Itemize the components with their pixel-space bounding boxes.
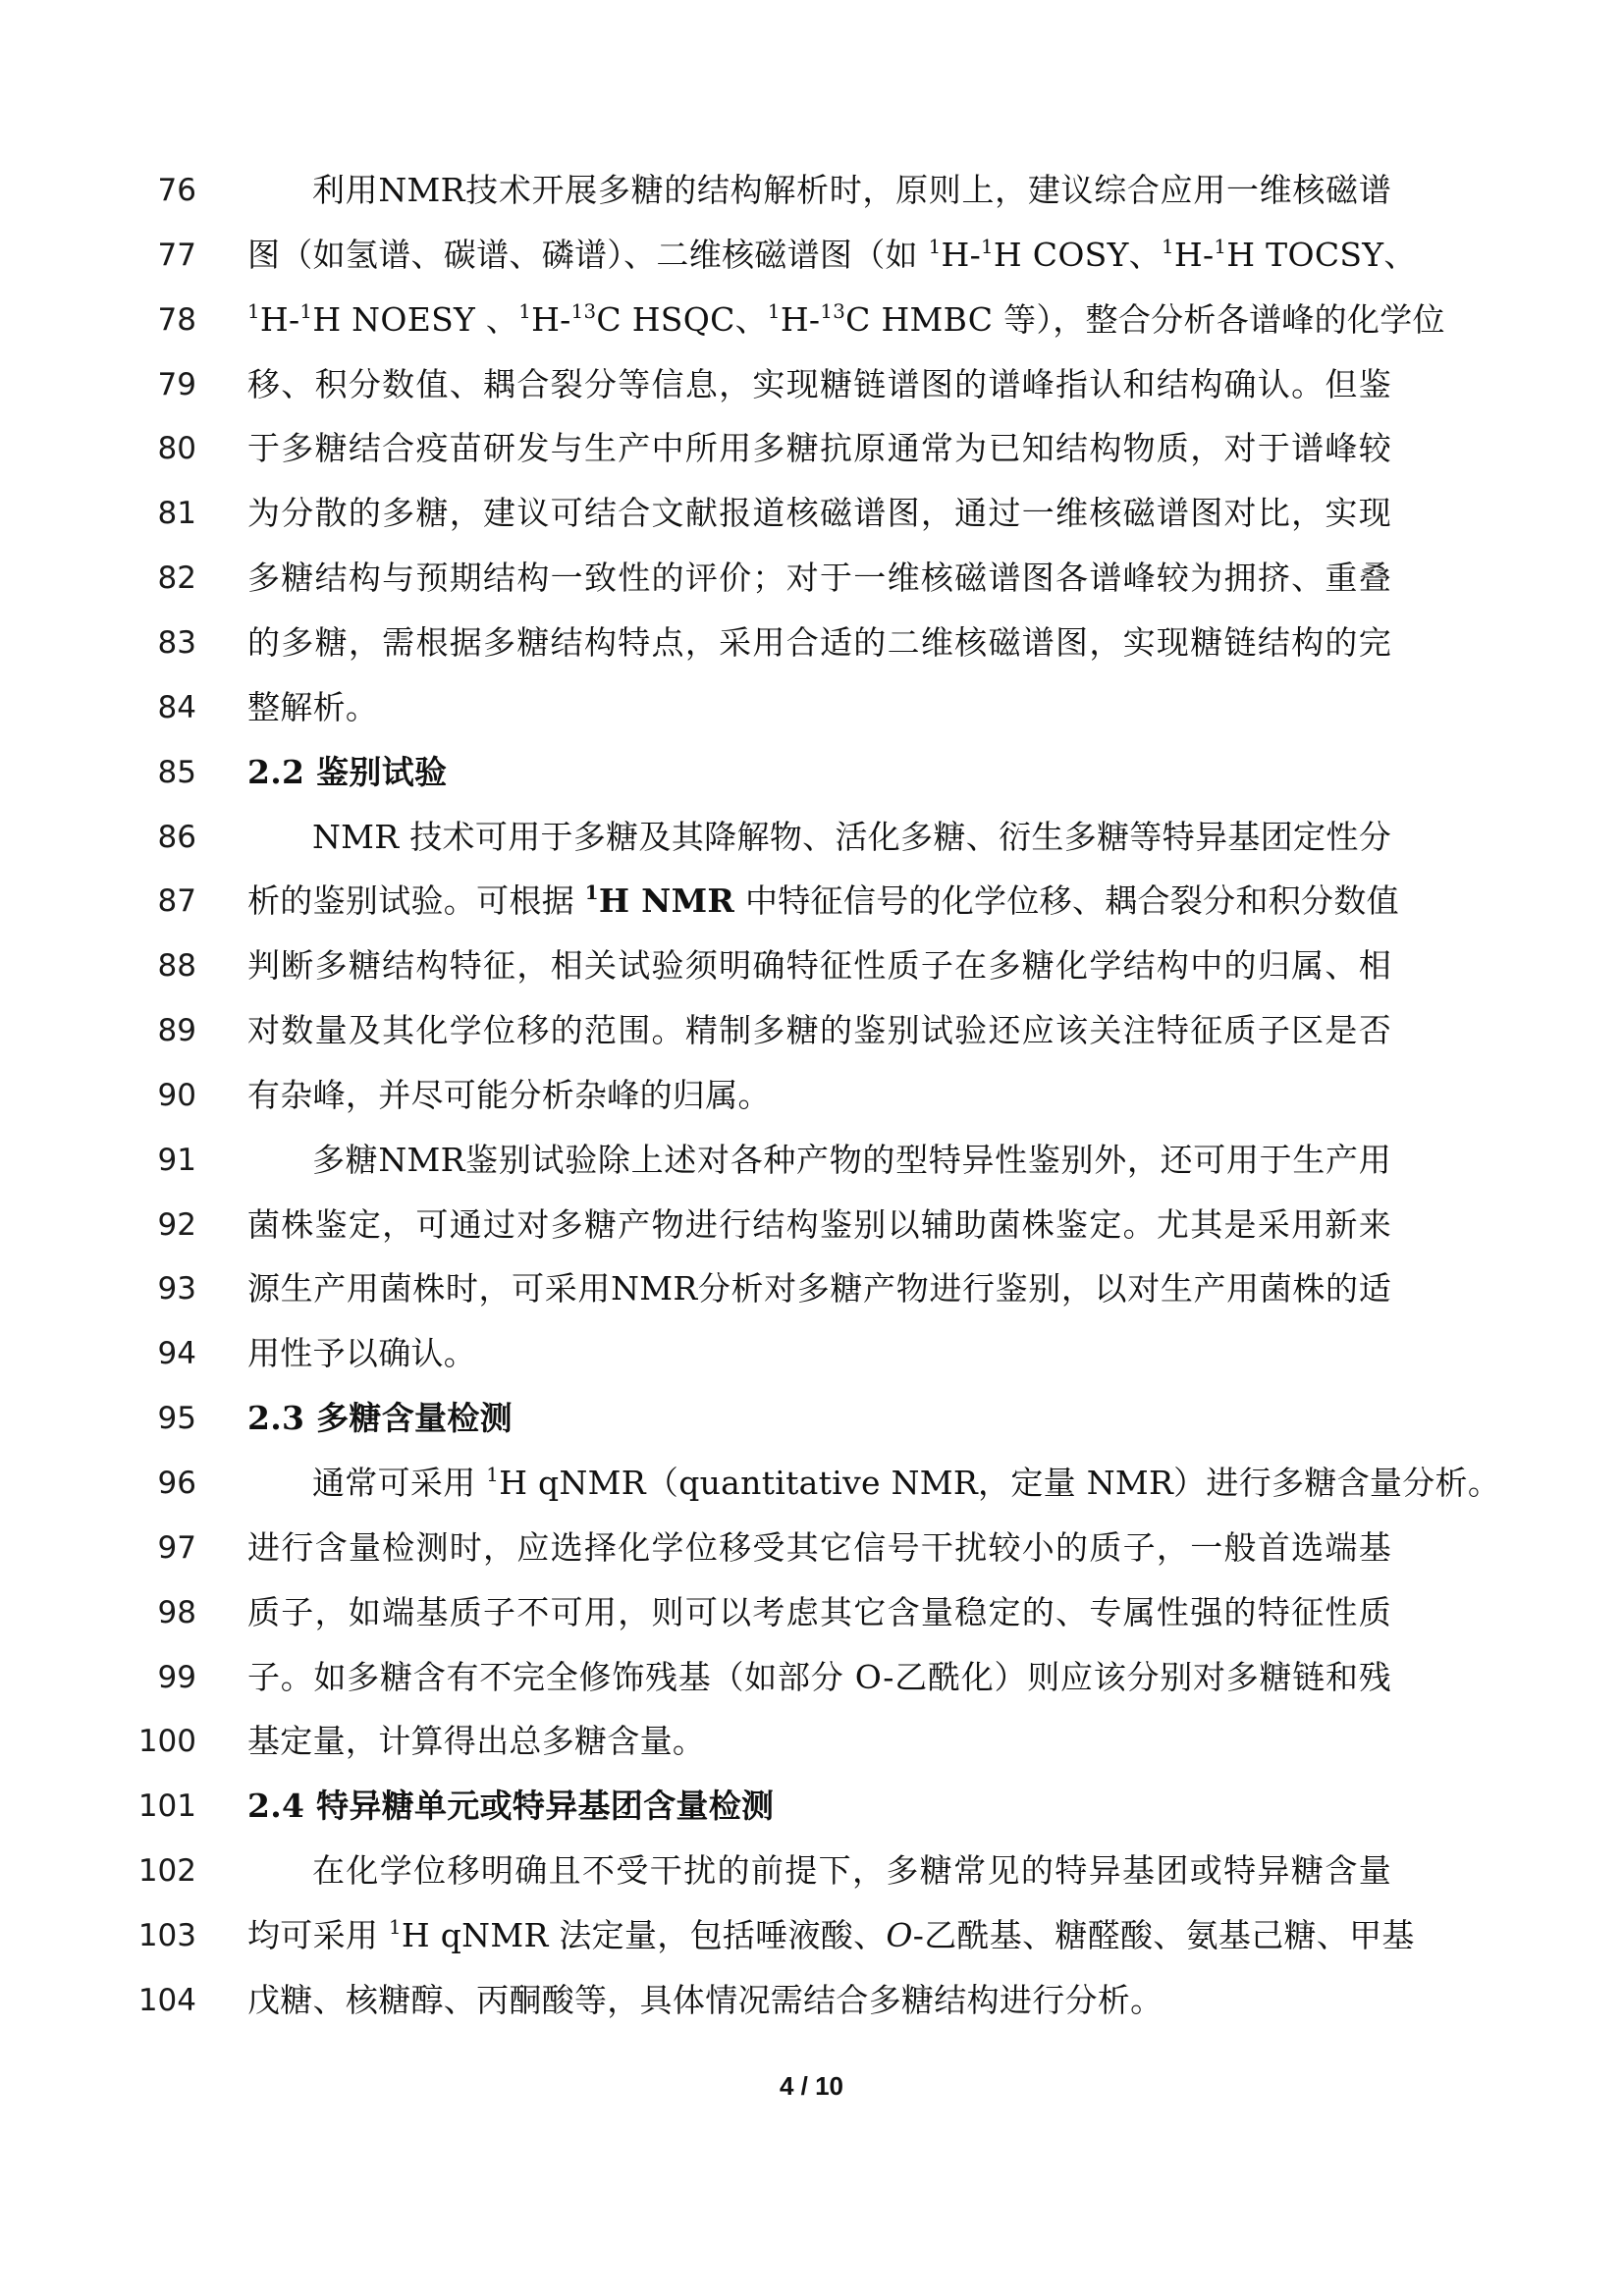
line-number: 91 bbox=[157, 1142, 196, 1178]
text-line bbox=[0, 352, 1623, 417]
text-line bbox=[0, 1774, 1623, 1839]
line-number: 77 bbox=[157, 237, 196, 273]
line-text: 用性予以确认。 bbox=[247, 1334, 477, 1373]
line-text: 有杂峰，并尽可能分析杂峰的归属。 bbox=[247, 1075, 771, 1114]
text-line bbox=[0, 1968, 1623, 2033]
text-line bbox=[0, 416, 1623, 481]
line-text: 判断多糖结构特征，相关试验须明确特征性质子在多糖化学结构中的归属、相 bbox=[247, 946, 1391, 986]
line-number: 85 bbox=[157, 754, 196, 790]
line-number: 83 bbox=[157, 624, 196, 661]
line-text: 多糖NMR鉴别试验除上述对各种产物的型特异性鉴别外，还可用于生产用 bbox=[312, 1140, 1391, 1179]
text-line bbox=[0, 1516, 1623, 1580]
line-number: 82 bbox=[157, 561, 196, 597]
section-heading: 2.4 特异糖单元或特异基团含量检测 bbox=[247, 1787, 775, 1826]
text-line bbox=[0, 1256, 1623, 1321]
line-number: 81 bbox=[157, 496, 196, 532]
section-heading: 2.3 多糖含量检测 bbox=[247, 1399, 513, 1438]
text-line bbox=[0, 546, 1623, 611]
text-line bbox=[0, 1321, 1623, 1386]
text-line bbox=[0, 740, 1623, 805]
text-line bbox=[0, 1386, 1623, 1451]
line-number: 78 bbox=[157, 301, 196, 338]
text-line bbox=[0, 481, 1623, 546]
line-number: 104 bbox=[137, 1982, 196, 2018]
line-number: 89 bbox=[157, 1013, 196, 1049]
line-text: 均可采用 $^1$H qNMR 法定量，包括唾液酸、O-乙酰基、糖醛酸、氨基己糖、甲基 bbox=[247, 1915, 1415, 1954]
page-number: 4 / 10 bbox=[779, 2071, 844, 2101]
line-number: 86 bbox=[157, 819, 196, 855]
text-line bbox=[0, 1903, 1623, 1968]
line-number: 102 bbox=[137, 1853, 196, 1890]
line-text: 移、积分数值、耦合裂分等信息，实现糖链谱图的谱峰指认和结构确认。但鉴 bbox=[247, 364, 1391, 403]
line-text: 戊糖、核糖醇、丙酮酸等，具体情况需结合多糖结构进行分析。 bbox=[247, 1980, 1163, 2019]
line-text: 通常可采用 $^1$H qNMR（quantitative NMR，定量 NMR）进行多糖含量分析。 bbox=[312, 1464, 1501, 1502]
line-text: 基定量，计算得出总多糖含量。 bbox=[247, 1722, 706, 1761]
text-line bbox=[0, 998, 1623, 1063]
line-number: 94 bbox=[157, 1336, 196, 1372]
text-line bbox=[0, 1839, 1623, 1903]
text-line bbox=[0, 869, 1623, 934]
text-line bbox=[0, 1128, 1623, 1193]
line-text: 在化学位移明确且不受干扰的前提下，多糖常见的特异基团或特异糖含量 bbox=[312, 1851, 1391, 1891]
line-text: 质子，如端基质子不可用，则可以考虑其它含量稳定的、专属性强的特征性质 bbox=[247, 1592, 1391, 1631]
line-number: 79 bbox=[157, 366, 196, 402]
text-line bbox=[0, 1645, 1623, 1710]
line-number: 88 bbox=[157, 948, 196, 985]
line-number: 84 bbox=[157, 689, 196, 725]
section-heading: 2.2 鉴别试验 bbox=[247, 752, 448, 791]
line-text: 图（如氢谱、碳谱、磷谱）、二维核磁谱图（如 $^1$H-$^1$H COSY、$^1$H-$^1$H TOCSY、 bbox=[247, 235, 1417, 274]
line-text: 进行含量检测时，应选择化学位移受其它信号干扰较小的质子，一般首选端基 bbox=[247, 1527, 1391, 1567]
line-text: 析的鉴别试验。可根据 $^1$H NMR 中特征信号的化学位移、耦合裂分和积分数值 bbox=[247, 881, 1399, 921]
line-text: 利用NMR技术开展多糖的结构解析时，原则上，建议综合应用一维核磁谱 bbox=[312, 171, 1391, 209]
line-number: 100 bbox=[137, 1724, 196, 1760]
text-line bbox=[0, 288, 1623, 352]
text-line bbox=[0, 675, 1623, 740]
line-number: 103 bbox=[137, 1917, 196, 1953]
line-number: 93 bbox=[157, 1271, 196, 1308]
line-number: 99 bbox=[157, 1659, 196, 1695]
line-text: 子。如多糖含有不完全修饰残基（如部分 O-乙酰化）则应该分别对多糖链和残 bbox=[247, 1657, 1391, 1696]
line-text: 于多糖结合疫苗研发与生产中所用多糖抗原通常为已知结构物质，对于谱峰较 bbox=[247, 429, 1391, 468]
line-number: 96 bbox=[157, 1466, 196, 1501]
line-number: 98 bbox=[157, 1594, 196, 1630]
text-line bbox=[0, 1709, 1623, 1774]
line-number: 92 bbox=[157, 1206, 196, 1243]
line-text: 整解析。 bbox=[247, 687, 379, 726]
line-text: 的多糖，需根据多糖结构特点，采用合适的二维核磁谱图，实现糖链结构的完 bbox=[247, 622, 1391, 662]
text-line bbox=[0, 1451, 1623, 1516]
line-number: 80 bbox=[157, 431, 196, 467]
text-line bbox=[0, 1580, 1623, 1645]
text-line bbox=[0, 1193, 1623, 1257]
text-line bbox=[0, 223, 1623, 288]
line-text: 多糖结构与预期结构一致性的评价；对于一维核磁谱图各谱峰较为拥挤、重叠 bbox=[247, 559, 1391, 598]
line-number: 95 bbox=[157, 1401, 196, 1437]
text-line bbox=[0, 611, 1623, 675]
line-number: 97 bbox=[157, 1529, 196, 1566]
line-number: 76 bbox=[157, 173, 196, 208]
text-line bbox=[0, 805, 1623, 870]
line-text: 为分散的多糖，建议可结合文献报道核磁谱图，通过一维核磁谱图对比，实现 bbox=[247, 494, 1391, 533]
text-line bbox=[0, 158, 1623, 223]
line-text: 菌株鉴定，可通过对多糖产物进行结构鉴别以辅助菌株鉴定。尤其是采用新来 bbox=[247, 1204, 1391, 1244]
line-text: 对数量及其化学位移的范围。精制多糖的鉴别试验还应该关注特征质子区是否 bbox=[247, 1011, 1391, 1050]
line-text: 源生产用菌株时，可采用NMR分析对多糖产物进行鉴别，以对生产用菌株的适 bbox=[247, 1269, 1391, 1308]
line-number: 101 bbox=[137, 1789, 196, 1825]
line-number: 87 bbox=[157, 883, 196, 920]
line-text: NMR 技术可用于多糖及其降解物、活化多糖、衍生多糖等特异基团定性分 bbox=[312, 817, 1391, 856]
line-number: 90 bbox=[157, 1077, 196, 1113]
text-line bbox=[0, 934, 1623, 998]
text-line bbox=[0, 1063, 1623, 1128]
line-text: $^1$H-$^1$H NOESY 、$^1$H-$^{13}$C HSQC、$^1$H-$^{13}$C HMBC 等），整合分析各谱峰的化学位 bbox=[247, 299, 1445, 339]
